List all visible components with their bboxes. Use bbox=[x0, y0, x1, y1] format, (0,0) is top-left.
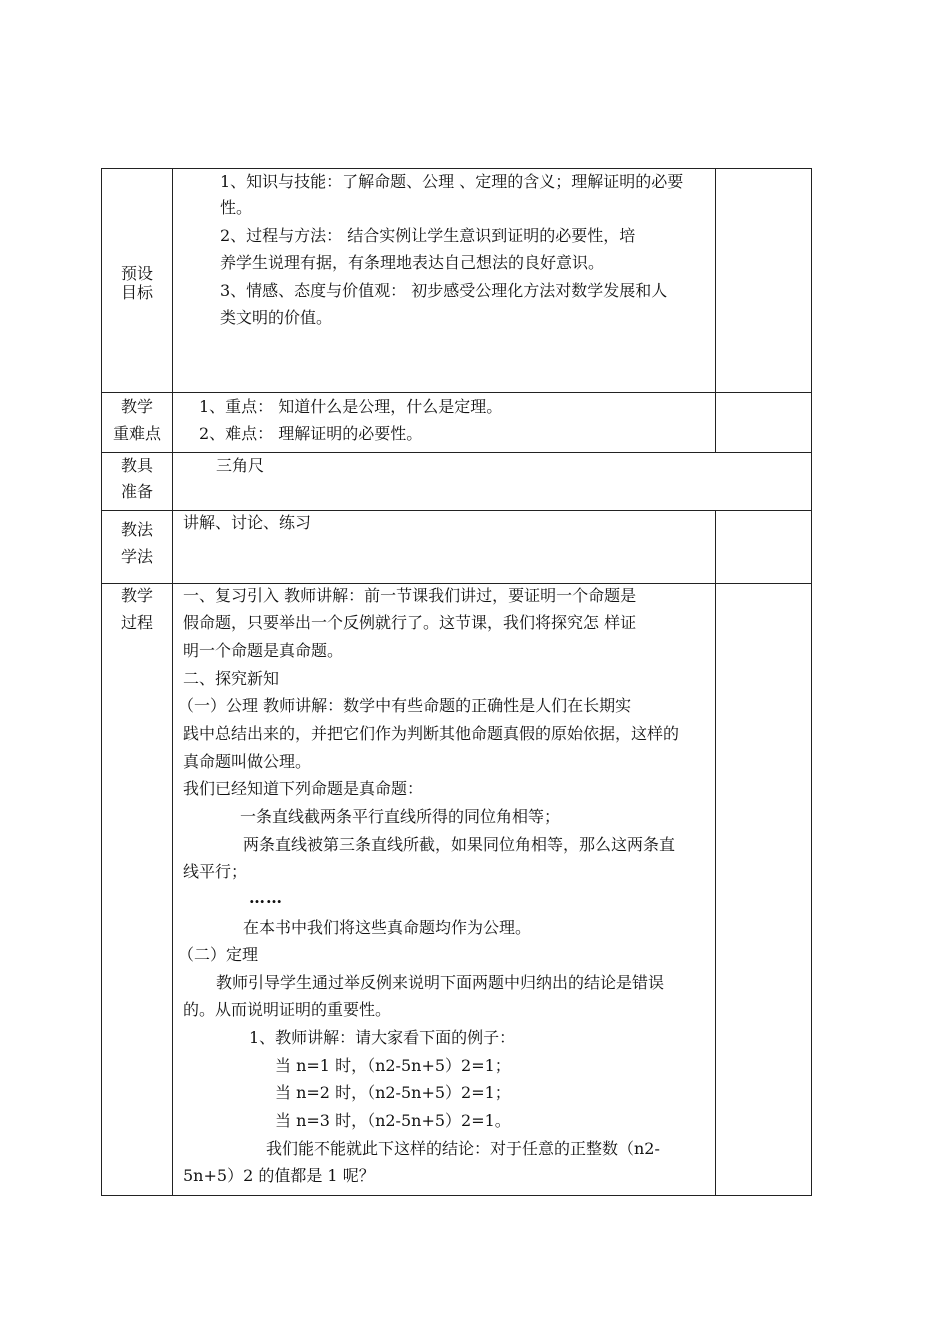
process-line: （一）公理 教师讲解：数学中有些命题的正确性是人们在长期实 bbox=[178, 696, 632, 715]
process-line: 一、复习引入 教师讲解：前一节课我们讲过，要证明一个命题是 bbox=[183, 586, 637, 605]
process-line: （二）定理 bbox=[178, 945, 259, 964]
content-goals bbox=[173, 169, 715, 392]
keypoint-line: 2、难点： 理解证明的必要性。 bbox=[199, 424, 423, 443]
process-line: 践中总结出来的，并把它们作为判断其他命题真假的原始依据，这样的 bbox=[183, 724, 680, 743]
label-methods bbox=[102, 511, 173, 583]
process-line: 一条直线截两条平行直线所得的同位角相等； bbox=[240, 807, 561, 826]
label-methods-line2: 学法 bbox=[120, 547, 153, 566]
formula-line: 当 n=1 时，（n2-5n+5）2=1； bbox=[275, 1056, 511, 1075]
label-process-line2: 过程 bbox=[120, 613, 153, 632]
content-process bbox=[173, 584, 715, 1195]
notes-cell-process bbox=[715, 584, 812, 1195]
label-keypoints-line2: 重难点 bbox=[112, 424, 161, 443]
label-methods-line1: 教法 bbox=[120, 520, 153, 539]
process-line: 两条直线被第三条直线所截，如果同位角相等，那么这两条直 bbox=[243, 835, 676, 854]
goals-line: 性。 bbox=[220, 198, 253, 217]
goals-line: 养学生说理有据，有条理地表达自己想法的良好意识。 bbox=[220, 253, 605, 272]
label-tools-line1: 教具 bbox=[120, 456, 153, 475]
row-keypoints bbox=[102, 392, 811, 452]
notes-cell-keypoints bbox=[715, 393, 812, 452]
goals-line: 类文明的价值。 bbox=[220, 308, 333, 327]
process-line: 的。从而说明证明的重要性。 bbox=[183, 1000, 392, 1019]
row-methods bbox=[102, 510, 811, 583]
process-line: 二、探究新知 bbox=[183, 669, 280, 688]
label-tools-line2: 准备 bbox=[120, 482, 153, 501]
row-goals bbox=[102, 169, 811, 392]
label-process bbox=[102, 584, 173, 1195]
label-goals bbox=[102, 169, 173, 392]
row-tools bbox=[102, 452, 811, 510]
content-tools bbox=[173, 453, 715, 510]
process-line: 1、教师讲解：请大家看下面的例子： bbox=[249, 1028, 516, 1047]
goals-line: 2、过程与方法： 结合实例让学生意识到证明的必要性，培 bbox=[220, 226, 636, 245]
ellipsis: …… bbox=[249, 888, 283, 907]
process-line: 在本书中我们将这些真命题均作为公理。 bbox=[243, 918, 532, 937]
label-process-line1: 教学 bbox=[120, 586, 153, 605]
notes-cell-goals bbox=[715, 169, 812, 392]
process-line: 真命题叫做公理。 bbox=[183, 752, 312, 771]
lesson-plan-table bbox=[101, 168, 812, 1196]
process-line: 明一个命题是真命题。 bbox=[183, 641, 344, 660]
label-tools bbox=[102, 453, 173, 510]
notes-cell-methods bbox=[715, 511, 812, 583]
process-line: 假命题，只要举出一个反例就行了。这节课，我们将探究怎 样证 bbox=[183, 613, 637, 632]
methods-text: 讲解、讨论、练习 bbox=[183, 513, 312, 532]
process-line: 线平行； bbox=[183, 862, 248, 881]
row-process bbox=[102, 583, 811, 1195]
label-keypoints-line1: 教学 bbox=[120, 397, 153, 416]
goals-line: 1、知识与技能：了解命题、公理 、定理的含义；理解证明的必要 bbox=[220, 172, 684, 191]
label-goals-line1: 预设 bbox=[120, 264, 153, 283]
formula-line: 当 n=3 时，（n2-5n+5）2=1。 bbox=[275, 1111, 511, 1130]
process-line: 5n+5）2 的值都是 1 呢？ bbox=[183, 1166, 375, 1185]
process-line: 教师引导学生通过举反例来说明下面两题中归纳出的结论是错误 bbox=[216, 973, 665, 992]
label-goals-line2: 目标 bbox=[120, 283, 153, 302]
keypoint-line: 1、重点： 知道什么是公理，什么是定理。 bbox=[199, 397, 503, 416]
label-keypoints bbox=[102, 393, 173, 452]
content-methods bbox=[173, 511, 715, 583]
process-line: 我们能不能就此下这样的结论：对于任意的正整数（n2- bbox=[266, 1139, 660, 1158]
tools-text: 三角尺 bbox=[216, 456, 265, 475]
process-line: 我们已经知道下列命题是真命题： bbox=[183, 779, 424, 798]
formula-line: 当 n=2 时，（n2-5n+5）2=1； bbox=[275, 1083, 511, 1102]
content-keypoints bbox=[173, 393, 715, 452]
goals-line: 3、情感、态度与价值观： 初步感受公理化方法对数学发展和人 bbox=[220, 281, 668, 300]
